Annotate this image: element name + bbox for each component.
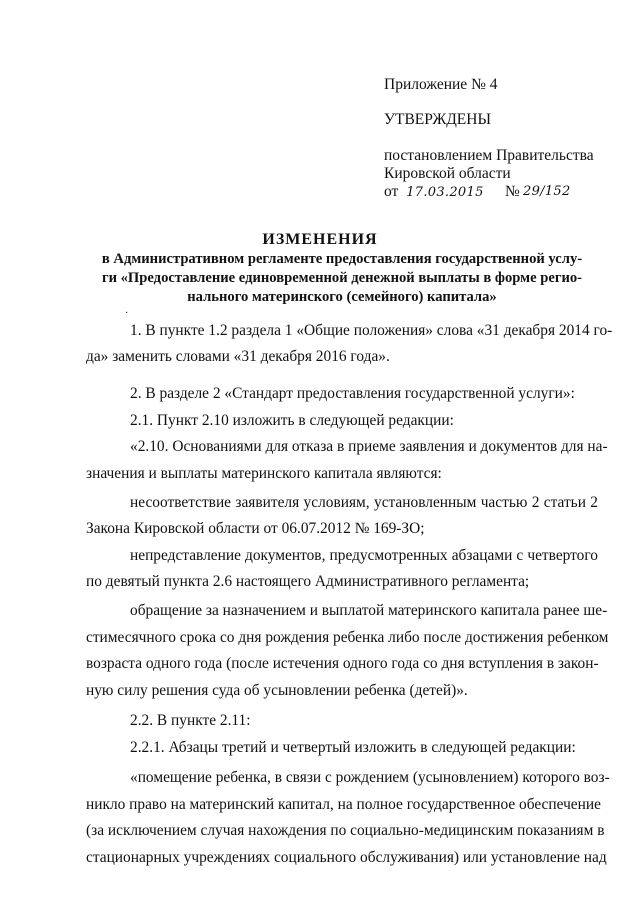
approved-by-line-1: постановлением Правительства [384, 147, 594, 164]
body-text-line: «помещение ребенка, в связи с рождением (усыновлением) которого воз- [130, 769, 610, 786]
body-text-line: значения и выплаты материнского капитала являются: [86, 465, 442, 482]
body-text-line: «2.10. Основаниями для отказа в приеме заявления и документов для на- [130, 438, 608, 455]
handwritten-number: 29/152 [523, 184, 571, 199]
subtitle-line: нального материнского (семейного) капитала» [187, 289, 497, 305]
approved-stamp-text: УТВЕРЖДЕНЫ [384, 111, 491, 128]
body-text-line: Закона Кировской области от 06.07.2012 № 169-ЗО; [86, 520, 425, 537]
document-title: ИЗМЕНЕНИЯ [262, 231, 378, 248]
appendix-label: Приложение № 4 [384, 76, 498, 93]
body-text-line: по девятый пункта 2.6 настоящего Административного регламента; [86, 573, 530, 590]
date-prefix: от [384, 183, 399, 200]
subtitle-line: ги «Предоставление единовременной денежной выплаты в форме регио- [101, 270, 583, 286]
subtitle-line: в Административном регламенте предоставления государственной услу- [101, 251, 583, 267]
body-text-line: да» заменить словами «31 декабря 2016 года». [86, 348, 390, 365]
body-text-line: возраста одного года (после истечения одного года со дня вступления в закон- [86, 655, 599, 672]
body-text-line: 2. В разделе 2 «Стандарт предоставления государственной услуги»: [130, 385, 575, 402]
body-text-line: 2.2.1. Абзацы третий и четвертый изложить в следующей редакции: [130, 739, 576, 756]
number-prefix: № [505, 183, 520, 200]
approval-date-line [384, 182, 604, 203]
body-text-line: стимесячного срока со дня рождения ребенка либо после достижения ребенком [86, 629, 609, 646]
approved-by-line-2: Кировской области [384, 165, 511, 182]
body-text-line: обращение за назначением и выплатой материнского капитала ранее ше- [130, 602, 608, 619]
document-subtitle [86, 250, 598, 307]
body-text-line: 2.1. Пункт 2.10 изложить в следующей редакции: [130, 412, 454, 429]
body-text-line: 2.2. В пункте 2.11: [130, 712, 251, 729]
stray-mark: · [125, 308, 129, 319]
body-text-line: 1. В пункте 1.2 раздела 1 «Общие положения» слова «31 декабря 2014 го- [130, 322, 613, 339]
handwritten-date: 17.03.2015 [406, 185, 484, 200]
body-text-line: никло право на материнский капитал, на полное государственное обеспечение [86, 796, 601, 813]
body-text-line: (за исключением случая нахождения по социально-медицинским показаниям в [86, 822, 605, 839]
body-text-line: несоответствие заявителя условиям, установленным частью 2 статьи 2 [130, 494, 598, 511]
body-text-line: ную силу решения суда об усыновлении ребенка (детей)». [86, 682, 468, 699]
body-text-line: непредставление документов, предусмотренных абзацами с четвертого [130, 547, 598, 564]
body-text-line: стационарных учреждениях социального обслуживания) или установление над [86, 849, 607, 866]
